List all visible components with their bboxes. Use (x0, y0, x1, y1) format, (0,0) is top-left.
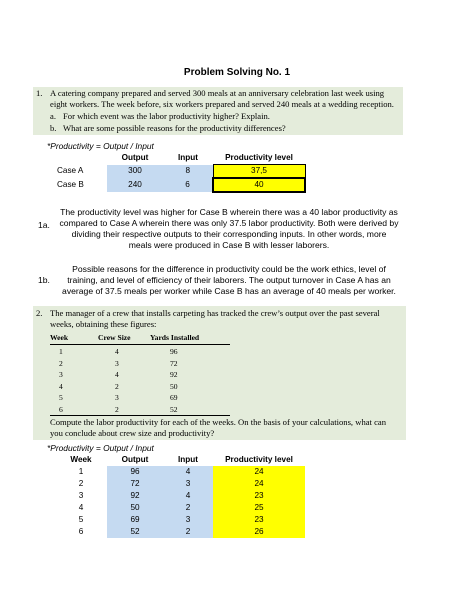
table-header-row (55, 454, 305, 466)
question-1-number: 1. (36, 88, 43, 98)
table-row (55, 466, 305, 478)
table-row (50, 404, 230, 416)
crew-output-table (50, 332, 230, 417)
weekly-productivity-table (55, 454, 305, 538)
table-row (55, 490, 305, 502)
week-header: Week (50, 333, 69, 342)
productivity-cell: 26 (213, 526, 305, 538)
productivity-formula: *Productivity = Output / Input (47, 141, 154, 151)
output-cell: 50 (107, 502, 163, 514)
question-1-box (33, 87, 403, 135)
answer-1a-tag: 1a. (38, 220, 50, 230)
answer-1b (56, 264, 402, 297)
productivity-cell: 24 (213, 466, 305, 478)
table-header-row (55, 152, 305, 165)
output-cell: 52 (107, 526, 163, 538)
productivity-header: Productivity level (225, 153, 293, 162)
week-cell: 1 (59, 347, 63, 356)
answer-1a-line: meals were produced in Case B with lesser laborers. (128, 240, 330, 250)
crew-size-cell: 3 (115, 358, 119, 368)
output-cell: 300 (107, 165, 163, 179)
input-cell: 2 (163, 502, 213, 514)
table-row (50, 392, 230, 404)
output-cell: 69 (107, 514, 163, 526)
yards-cell: 72 (170, 358, 178, 368)
week-cell: 6 (78, 527, 84, 536)
table-row (55, 514, 305, 526)
table-row (50, 346, 230, 358)
input-cell: 4 (163, 490, 213, 502)
productivity-cell: 23 (213, 490, 305, 502)
question-2-closing-1: Compute the labor productivity for each of the weeks. On the basis of your calculations, what can (50, 417, 387, 427)
yards-cell: 52 (170, 404, 178, 414)
table-row (50, 381, 230, 393)
crew-size-cell: 3 (115, 393, 119, 402)
productivity-cell: 23 (213, 514, 305, 526)
week-cell: 4 (78, 503, 84, 512)
input-header: Input (177, 455, 198, 464)
input-cell: 3 (163, 478, 213, 490)
crew-size-cell: 4 (115, 370, 119, 379)
input-cell: 4 (163, 466, 213, 478)
question-1b-marker: b. (50, 123, 57, 133)
crew-size-cell: 4 (115, 347, 119, 356)
yards-cell: 96 (170, 347, 178, 356)
output-header: Output (121, 153, 149, 163)
question-1a-marker: a. (50, 111, 56, 121)
output-cell: 96 (107, 466, 163, 478)
table-row (50, 358, 230, 370)
table-row (55, 178, 305, 192)
productivity-cell: 40 (213, 178, 305, 192)
week-cell: 3 (59, 370, 63, 379)
week-cell: 5 (59, 393, 63, 402)
table-row (55, 478, 305, 490)
input-cell: 3 (163, 514, 213, 526)
question-1-line-2: eight workers. The week before, six workers prepared and served 240 meals at a wedding reception. (50, 99, 394, 109)
answer-1a-line: compared to Case A wherein there was only 37.5 labor productivity. Both were derived by (59, 218, 399, 228)
page-title: Problem Solving No. 1 (183, 67, 291, 78)
yards-cell: 92 (170, 370, 178, 379)
week-cell: 4 (59, 381, 63, 391)
question-2-box (33, 306, 406, 440)
answer-1a-line: dividing their respective outputs to their corresponding inputs. In other words, more (71, 229, 387, 239)
question-1a-text: For which event was the labor productivity higher? Explain. (63, 111, 270, 121)
question-2-line-1: The manager of a crew that installs carpeting has tracked the crew’s output over the past several (50, 308, 380, 318)
output-cell: 240 (107, 178, 163, 192)
table-row (55, 502, 305, 514)
week-cell: 1 (78, 467, 84, 476)
output-cell: 92 (107, 490, 163, 502)
question-2-number: 2. (36, 308, 43, 318)
question-2-line-2: weeks, obtaining these figures: (50, 319, 157, 329)
question-1-line-1: A catering company prepared and served 300 meals at an anniversary celebration last week using (50, 88, 385, 98)
question-1b-text: What are some possible reasons for the productivity differences? (63, 123, 286, 133)
week-cell: 2 (78, 479, 84, 488)
answer-1b-tag: 1b. (38, 275, 50, 285)
input-cell: 2 (163, 526, 213, 538)
answer-1b-line: Possible reasons for the difference in productivity could be the work ethics, level of (72, 264, 386, 274)
productivity-cell: 24 (213, 478, 305, 490)
input-header: Input (177, 153, 198, 163)
input-cell: 8 (163, 165, 213, 179)
productivity-formula: *Productivity = Output / Input (47, 443, 154, 453)
week-header: Week (70, 455, 92, 464)
week-cell: 5 (78, 515, 84, 524)
week-cell: 6 (59, 404, 63, 414)
output-cell: 72 (107, 478, 163, 490)
crew-size-cell: 2 (115, 404, 119, 414)
productivity-cell: 37,5 (213, 165, 305, 179)
yards-installed-header: Yards Installed (150, 333, 200, 342)
output-header: Output (121, 455, 149, 464)
productivity-cell: 25 (213, 502, 305, 514)
table-row (55, 526, 305, 538)
table-row (50, 369, 230, 381)
input-cell: 6 (163, 178, 213, 192)
yards-cell: 69 (170, 393, 178, 402)
answer-1b-line: training, and level of efficiency of their laborers. The output turnover in Case A has an (67, 275, 391, 285)
question-2-closing-2: you conclude about crew size and productivity? (50, 428, 215, 438)
case-productivity-table (55, 152, 306, 193)
case-label: Case B (57, 180, 84, 189)
table-header-row (50, 332, 230, 344)
week-cell: 2 (59, 358, 63, 368)
case-label: Case A (57, 166, 84, 176)
crew-size-header: Crew Size (98, 333, 131, 342)
table-row (55, 165, 305, 179)
answer-1a-line: The productivity level was higher for Case B wherein there was a 40 labor productivity as (60, 207, 398, 217)
crew-size-cell: 2 (115, 381, 119, 391)
productivity-header: Productivity level (225, 455, 293, 464)
week-cell: 3 (78, 491, 84, 500)
answer-1b-line: average of 37.5 meals per worker while Case B has an average of 40 meals per worker. (62, 286, 396, 296)
yards-cell: 50 (170, 381, 178, 391)
answer-1a (56, 207, 402, 251)
